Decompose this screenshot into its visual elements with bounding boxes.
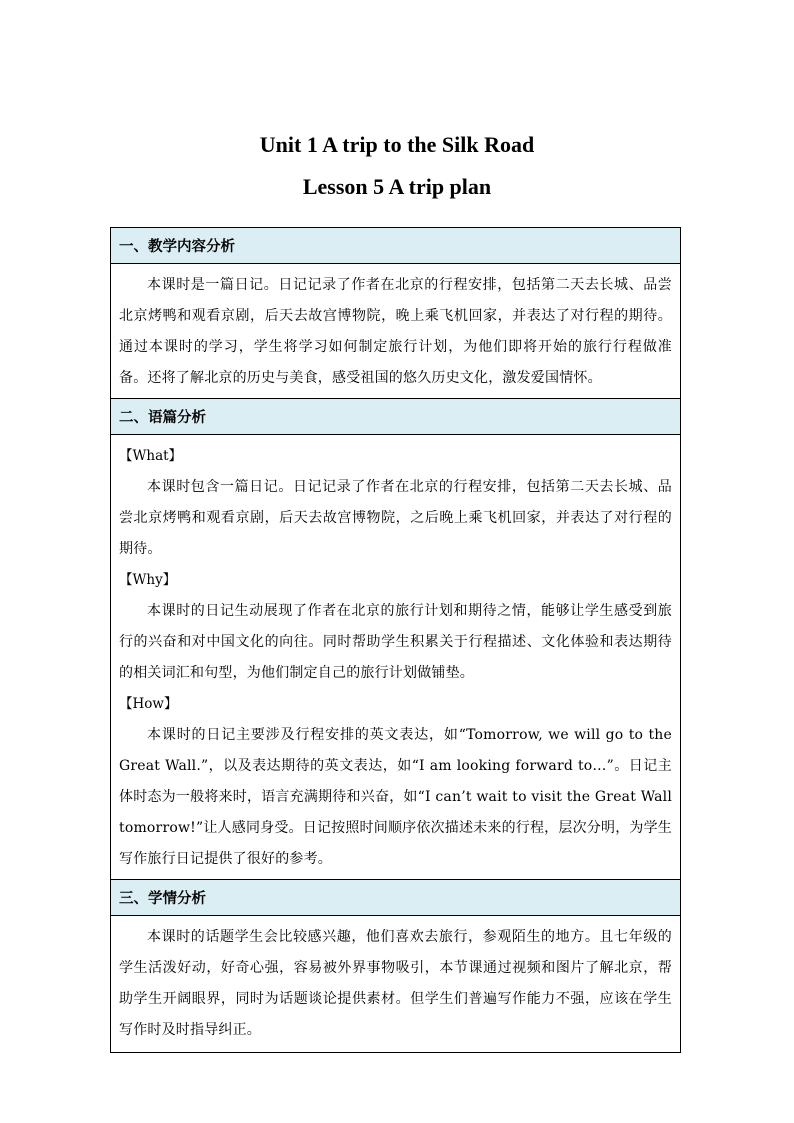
document-title: Unit 1 A trip to the Silk Road xyxy=(259,132,535,157)
section-body-content-analysis xyxy=(111,264,680,399)
what-tag: 【What】 xyxy=(119,448,183,464)
why-paragraph: 本课时的日记生动展现了作者在北京的旅行计划和期待之情，能够让学生感受到旅行的兴奋和对中国文化的向往。同时帮助学生积累关于行程描述、文化体验和表达期待的相关词汇和句型，为他们制定自己的旅行计划做铺垫。 xyxy=(119,603,672,681)
how-tag: 【How】 xyxy=(119,696,178,712)
section-heading-student-analysis: 三、学情分析 xyxy=(111,880,680,916)
section-body-text-analysis xyxy=(111,435,680,880)
what-paragraph: 本课时包含一篇日记。日记记录了作者在北京的行程安排，包括第二天去长城、品尝北京烤鸭和观看京剧，后天去故宫博物院，之后晚上乘飞机回家，并表达了对行程的期待。 xyxy=(119,479,672,557)
section-heading-content-analysis: 一、教学内容分析 xyxy=(111,228,680,264)
section-heading-text-analysis: 二、语篇分析 xyxy=(111,399,680,435)
student-analysis-paragraph: 本课时的话题学生会比较感兴趣，他们喜欢去旅行，参观陌生的地方。且七年级的学生活泼好动，好奇心强，容易被外界事物吸引，本节课通过视频和图片了解北京，帮助学生开阔眼界，同时为话题谈论提供素材。但学生们普遍写作能力不强，应该在学生写作时及时指导纠正。 xyxy=(119,929,672,1038)
lesson-title: Lesson 5 A trip plan xyxy=(302,174,492,199)
how-paragraph: 本课时的日记主要涉及行程安排的英文表达，如“Tomorrow, we will go to the Great Wall.”，以及表达期待的英文表达，如“I am looking forward to…”。日记主体时态为一般将来时，语言充满期待和兴奋，如“I can’t wait to visit the Great Wall tomorrow!”让人感同身受。日记按照时间顺序依次描述未来的行程，层次分明，为学生写作旅行日记提供了很好的参考。 xyxy=(119,727,672,867)
content-analysis-paragraph: 本课时是一篇日记。日记记录了作者在北京的行程安排，包括第二天去长城、品尝北京烤鸭和观看京剧，后天去故宫博物院，晚上乘飞机回家，并表达了对行程的期待。通过本课时的学习，学生将学习如何制定旅行计划，为他们即将开始的旅行行程做准备。还将了解北京的历史与美食，感受祖国的悠久历史文化，激发爱国情怀。 xyxy=(119,277,672,386)
section-body-student-analysis xyxy=(111,916,680,1052)
lesson-analysis-table xyxy=(110,227,681,1053)
why-tag: 【Why】 xyxy=(119,572,177,588)
